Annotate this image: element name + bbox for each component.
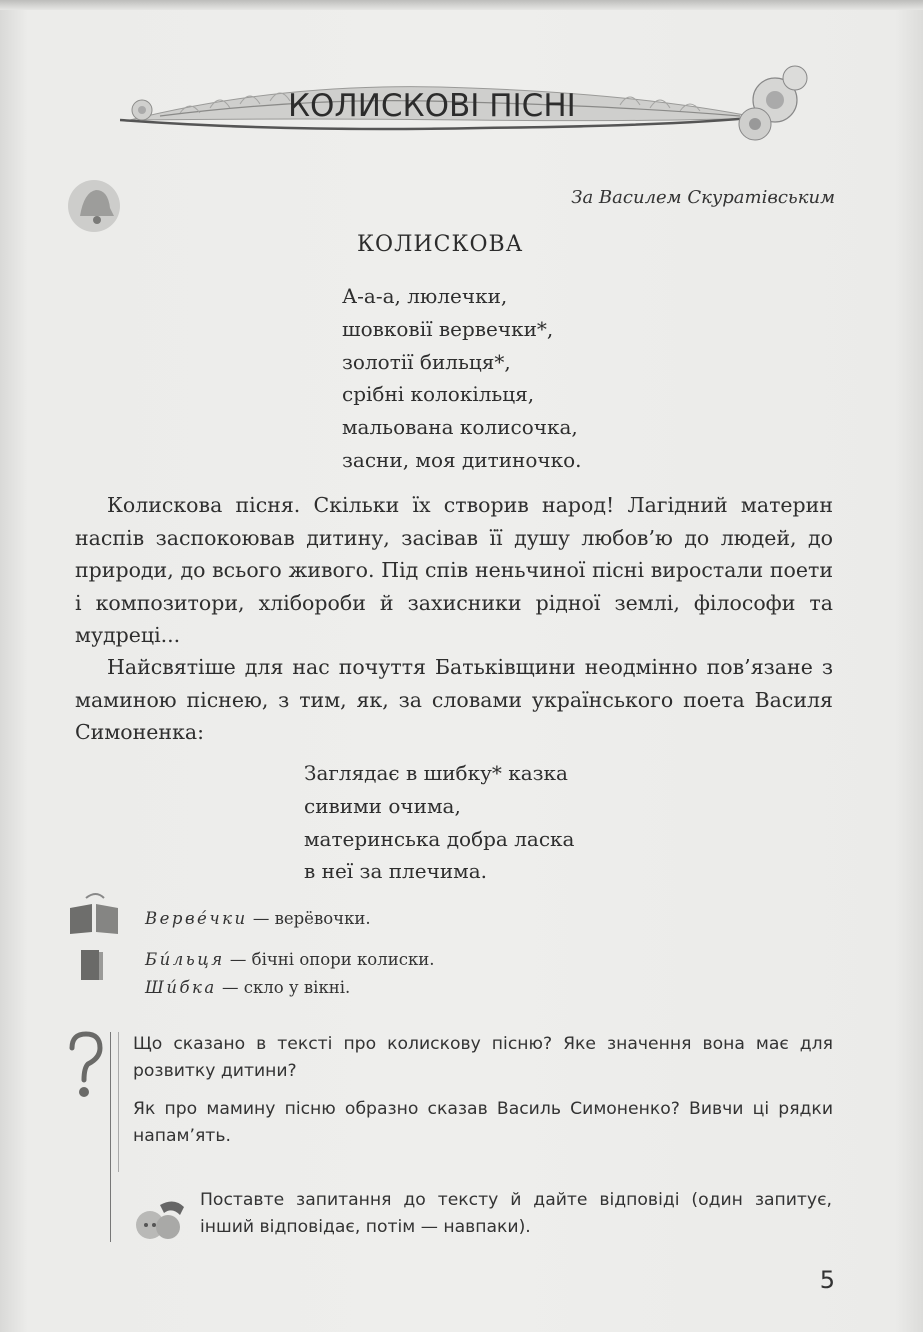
question (133, 1096, 833, 1150)
pair-task (200, 1187, 832, 1241)
paragraph-text: Найсвятіше для нас почуття Батьківщини неодмінно пов’язане з маминою піснею, з тим, як, за словами українського поета Василя Симоненка: (75, 655, 833, 745)
glossary-definition: — верёвочки. (247, 909, 371, 928)
question-text: Що сказано в тексті про колискову пісню? Яке значення вона має для розвитку дитини? (133, 1034, 833, 1081)
verse-line: Заглядає в шибку* казка (304, 761, 568, 785)
verse-line: мальована колисочка, (342, 415, 578, 440)
glossary-word: Вервéчки (145, 909, 248, 928)
glossary-definition: — скло у вікні. (216, 978, 351, 997)
paragraph (75, 489, 833, 652)
question (133, 1031, 833, 1085)
verse-line: срібні колокільця, (342, 382, 535, 407)
page-top-edge (0, 0, 923, 10)
verse-line: сивими очима, (304, 793, 461, 818)
poem-title: КОЛИСКОВА (357, 232, 524, 257)
task-text: Поставте запитання до тексту й дайте відповіді (один запитує, інший відповідає, потім — навпаки). (200, 1190, 832, 1237)
verse-line: засни, моя дитиночко. (342, 447, 582, 472)
open-book-icon (68, 892, 122, 936)
verse-line: А-а-а, люлечки, (342, 284, 508, 308)
verse-line: материнська добра ласка (304, 826, 575, 851)
poem-verse (342, 280, 582, 477)
divider (110, 1032, 111, 1242)
section-title: КОЛИСКОВІ ПІСНІ (288, 88, 576, 124)
bell-icon (66, 178, 122, 234)
divider (118, 1032, 119, 1172)
children-icon (130, 1195, 188, 1243)
page-number: 5 (819, 1266, 835, 1294)
section-banner (120, 58, 820, 158)
glossary-definition: — бічні опори колиски. (224, 950, 435, 969)
question-mark-icon (64, 1030, 106, 1100)
question-text: Як про мамину пісню образно сказав Василь Симоненко? Вивчи ці рядки напам’ять. (133, 1099, 833, 1146)
glossary-entry (145, 978, 350, 997)
paragraph-text: Колискова пісня. Скільки їх створив народ! Лагідний материн наспів заспокоював дитину, засівав її душу любов’ю до людей, до природи, до всього живого. Під спів неньчиної пісні виростали поети і композитори, хлібороби й захисники рідної землі, філософи та мудреці... (75, 493, 833, 648)
glossary-entry (145, 909, 371, 928)
paragraph (75, 651, 833, 749)
verse-line: в неї за плечима. (304, 859, 487, 884)
glossary-word: Би́льця (145, 950, 225, 969)
glossary-entry (145, 950, 435, 969)
verse-line: шовковії вервечки*, (342, 316, 554, 341)
verse-line: золотії бильця*, (342, 349, 511, 374)
author-credit: За Василем Скуратівським (571, 187, 835, 208)
quote-verse (304, 757, 574, 888)
book-icon (78, 948, 106, 982)
glossary-word: Ши́бка (145, 978, 217, 997)
